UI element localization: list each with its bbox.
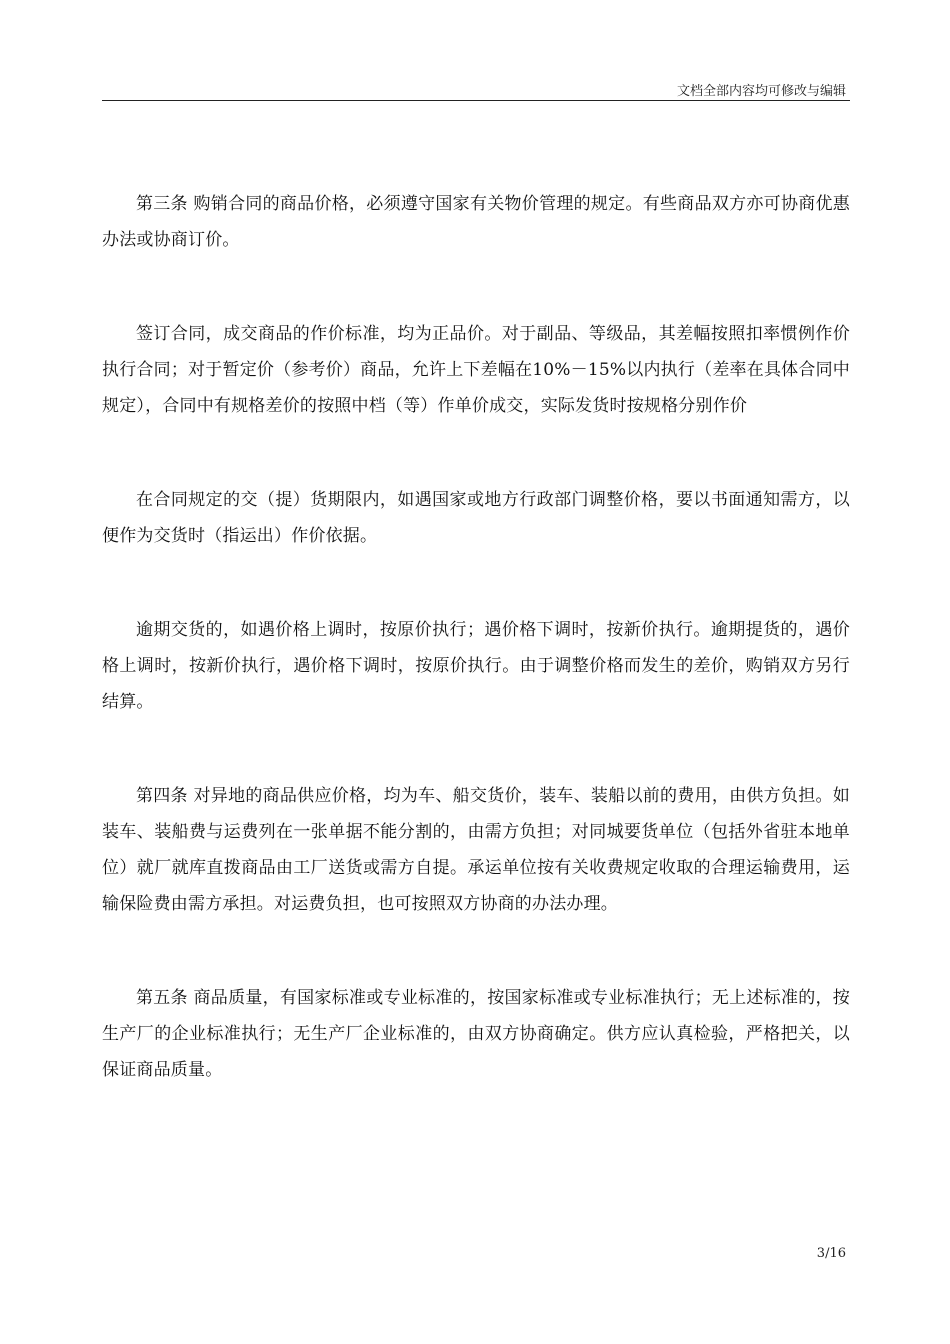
document-body xyxy=(102,186,850,1088)
paragraph-article-5: 第五条 商品质量，有国家标准或专业标准的，按国家标准或专业标准执行；无上述标准的，按生产厂的企业标准执行；无生产厂企业标准的，由双方协商确定。供方应认真检验，严格把关，以保证商品质量。 xyxy=(102,988,850,1080)
header-note: 文档全部内容均可修改与编辑 xyxy=(676,84,846,99)
header-divider xyxy=(102,100,850,101)
paragraph-overdue-delivery: 逾期交货的，如遇价格上调时，按原价执行；遇价格下调时，按新价执行。逾期提货的，遇价格上调时，按新价执行，遇价格下调时，按原价执行。由于调整价格而发生的差价，购销双方另行结算。 xyxy=(102,620,850,712)
paragraph-article-3: 第三条 购销合同的商品价格，必须遵守国家有关物价管理的规定。有些商品双方亦可协商优惠办法或协商订价。 xyxy=(102,194,850,250)
paragraph-pricing-standard: 签订合同，成交商品的作价标准，均为正品价。对于副品、等级品，其差幅按照扣率惯例作价执行合同；对于暂定价（参考价）商品，允许上下差幅在10%－15%以内执行（差率在具体合同中规定），合同中有规格差价的按照中档（等）作单价成交，实际发货时按规格分别作价 xyxy=(102,324,850,416)
page-number: 3/16 xyxy=(816,1246,846,1261)
paragraph-article-4: 第四条 对异地的商品供应价格，均为车、船交货价，装车、装船以前的费用，由供方负担。如装车、装船费与运费列在一张单据不能分割的，由需方负担；对同城要货单位（包括外省驻本地单位）就厂就库直拨商品由工厂送货或需方自提。承运单位按有关收费规定收取的合理运输费用，运输保险费由需方承担。对运费负担，也可按照双方协商的办法办理。 xyxy=(102,786,850,914)
paragraph-price-adjustment: 在合同规定的交（提）货期限内，如遇国家或地方行政部门调整价格，要以书面通知需方，以便作为交货时（指运出）作价依据。 xyxy=(102,490,850,546)
